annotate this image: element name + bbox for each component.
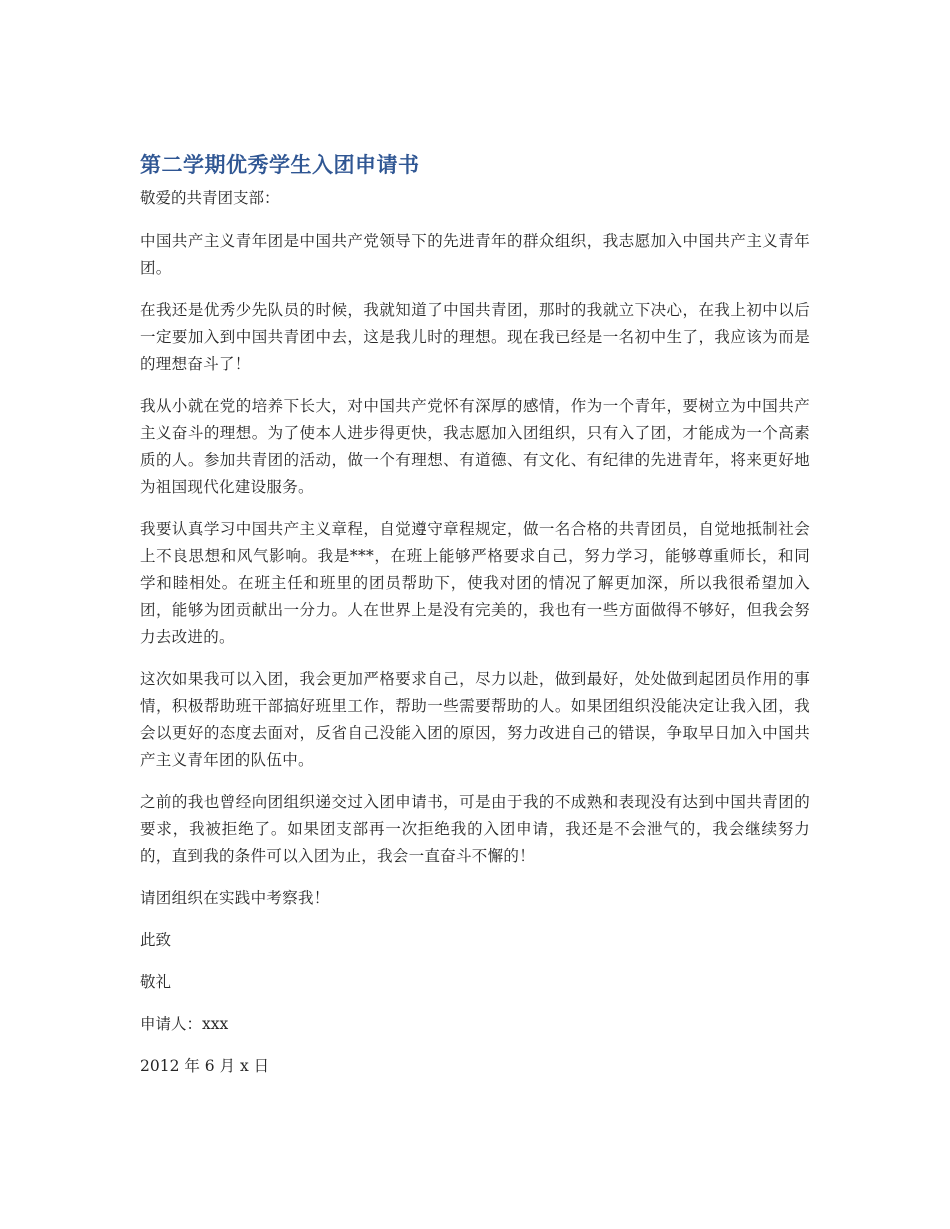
paragraph-7: 请团组织在实践中考察我！ xyxy=(140,889,330,907)
paragraph-3: 我从小就在党的培养下长大，对中国共产党怀有深厚的感情，作为一个青年，要树立为中国共产主义奋斗的理想。为了使本人进步得更快，我志愿加入团组织，只有入了团，才能成为一个高素质的人。参加共青团的活动，做一个有理想、有道德、有文化、有纪律的先进青年，将来更好地为祖国现代化建设服务。 xyxy=(140,397,810,496)
paragraph-1: 中国共产主义青年团是中国共产党领导下的先进青年的群众组织，我志愿加入中国共产主义青年团。 xyxy=(140,232,810,277)
paragraph-5: 这次如果我可以入团，我会更加严格要求自己，尽力以赴，做到最好，处处做到起团员作用的事情，积极帮助班干部搞好班里工作，帮助一些需要帮助的人。如果团组织没能决定让我入团，我会以更好的态度去面对，反省自己没能入团的原因，努力改进自己的错误，争取早日加入中国共产主义青年团的队伍中。 xyxy=(140,670,810,769)
paragraph-4: 我要认真学习中国共产主义章程，自觉遵守章程规定，做一名合格的共青团员，自觉地抵制社会上不良思想和风气影响。我是***，在班上能够严格要求自己，努力学习，能够尊重师长，和同学和睦相处。在班主任和班里的团员帮助下，使我对团的情况了解更加深，所以我很希望加入团，能够为团贡献出一分力。人在世界上是没有完美的，我也有一些方面做得不够好，但我会努力去改进的。 xyxy=(140,520,810,646)
closing-jingli: 敬礼 xyxy=(140,973,172,991)
document-title: 第二学期优秀学生入团申请书 xyxy=(140,153,420,177)
application-date: 2012 年 6 月 x 日 xyxy=(140,1057,270,1075)
applicant-signature: 申请人：xxx xyxy=(140,1015,229,1033)
paragraph-6: 之前的我也曾经向团组织递交过入团申请书，可是由于我的不成熟和表现没有达到中国共青团的要求，我被拒绝了。如果团支部再一次拒绝我的入团申请，我还是不会泄气的，我会继续努力的，直到我的条件可以入团为止，我会一直奋斗不懈的！ xyxy=(140,793,810,865)
document-page xyxy=(140,150,810,1095)
closing-cizhi: 此致 xyxy=(140,931,172,949)
paragraph-2: 在我还是优秀少先队员的时候，我就知道了中国共青团，那时的我就立下决心，在我上初中以后一定要加入到中国共青团中去，这是我儿时的理想。现在我已经是一名初中生了，我应该为而是的理想奋斗了！ xyxy=(140,301,810,373)
salutation: 敬爱的共青团支部： xyxy=(140,189,280,207)
